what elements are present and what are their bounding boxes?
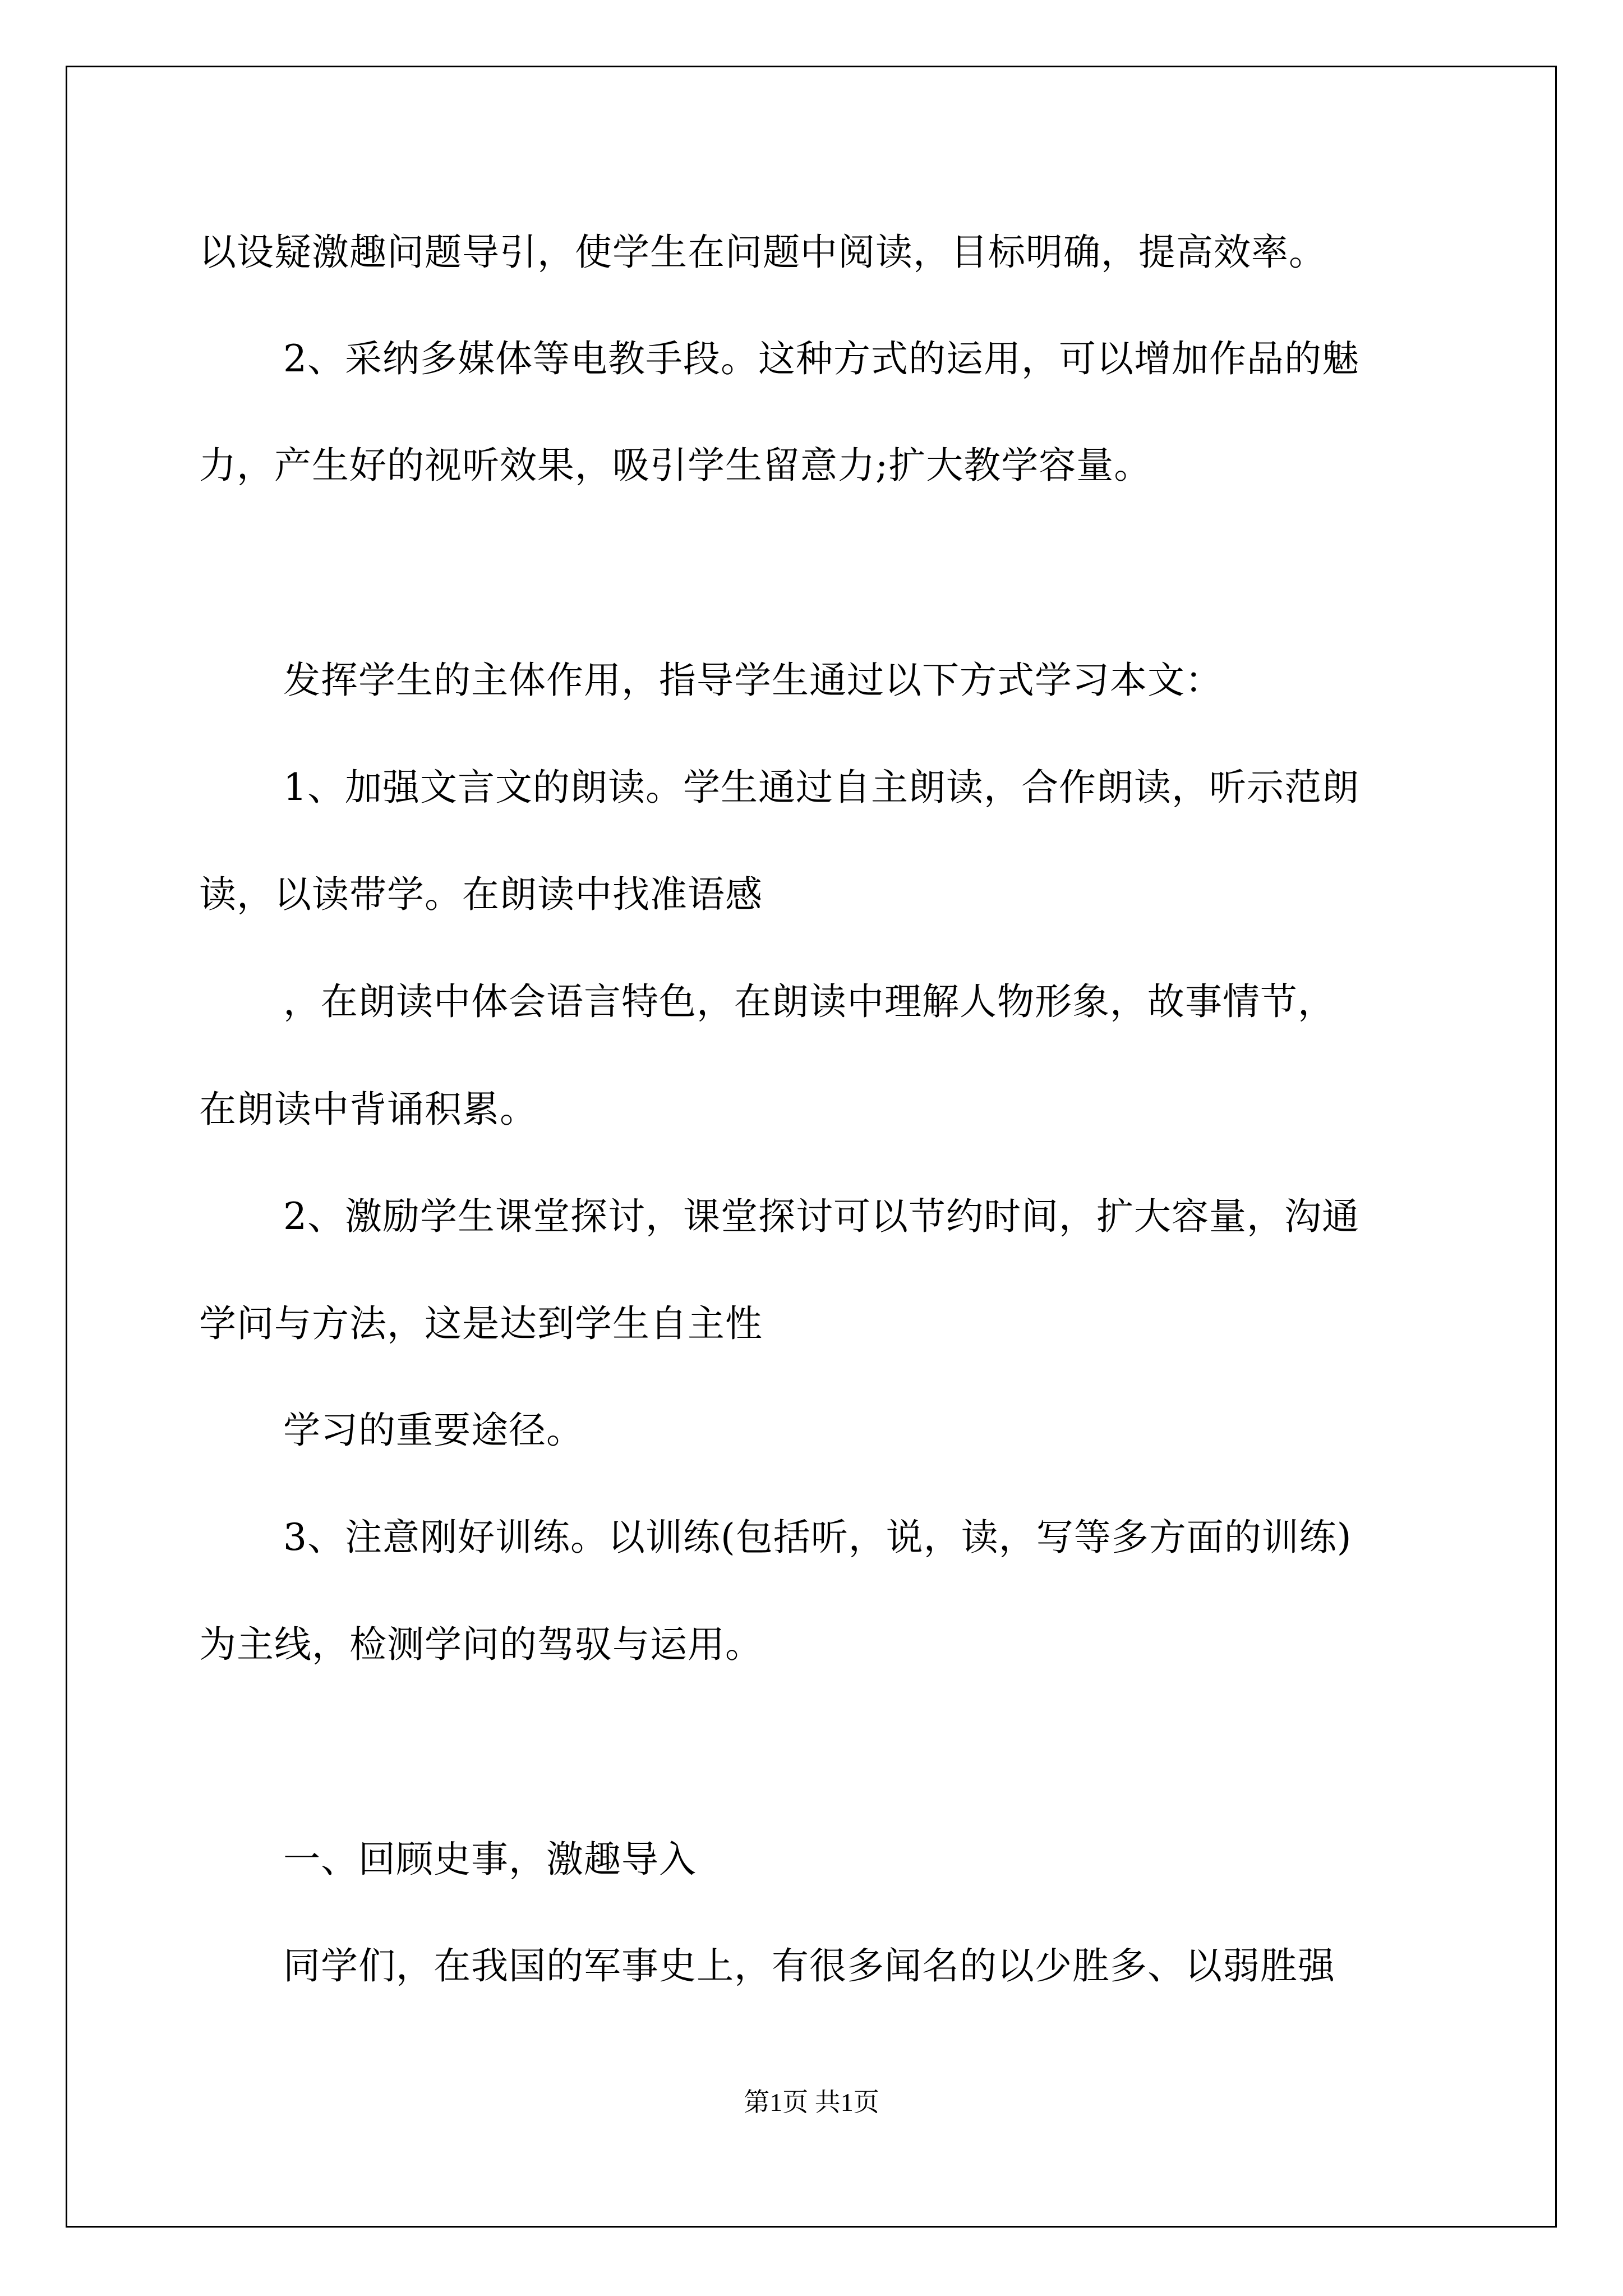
page-border [66,66,1557,2228]
text-line: 读，以读带学。在朗读中找准语感 [199,873,763,916]
page-footer: 第1页 共1页 [744,2088,879,2116]
text-line: 学习的重要途径。 [283,1409,584,1452]
text-line: 3、注意刚好训练。以训练(包括听，说，读，写等多方面的训练) [283,1516,1352,1559]
text-line: 学问与方法，这是达到学生自主性 [199,1302,763,1345]
text-line: 1、加强文言文的朗读。学生通过自主朗读，合作朗读，听示范朗 [283,766,1359,809]
text-line: 以设疑激趣问题导引，使学生在问题中阅读，目标明确，提高效率。 [199,231,1326,274]
text-line: 2、激励学生课堂探讨，课堂探讨可以节约时间，扩大容量，沟通 [283,1195,1359,1238]
text-line: 一、回顾史事，激趣导入 [283,1838,697,1881]
text-line: 力，产生好的视听效果，吸引学生留意力;扩大教学容量。 [199,444,1152,487]
text-line: 2、采纳多媒体等电教手段。这种方式的运用，可以增加作品的魅 [283,337,1359,380]
text-line: ，在朗读中体会语言特色，在朗读中理解人物形象，故事情节， [283,980,1335,1023]
text-line: 同学们，在我国的军事史上，有很多闻名的以少胜多、以弱胜强 [283,1944,1335,1987]
text-line: 在朗读中背诵积累。 [199,1088,537,1131]
text-line: 为主线，检测学问的驾驭与运用。 [199,1623,763,1666]
text-line: 发挥学生的主体作用，指导学生通过以下方式学习本文： [283,659,1223,702]
